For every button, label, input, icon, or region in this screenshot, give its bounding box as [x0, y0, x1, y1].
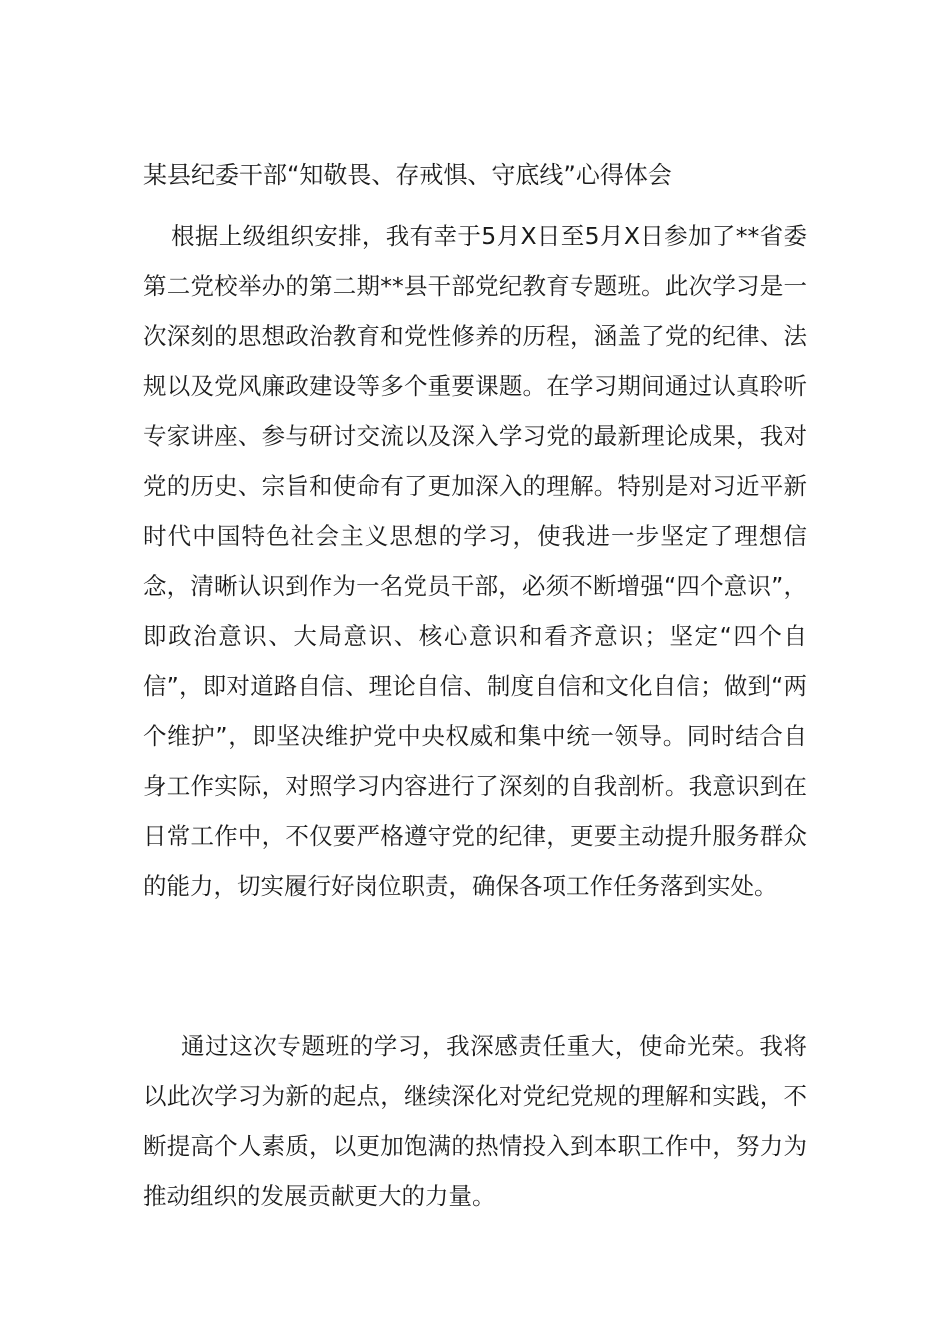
paragraph-1: 根据上级组织安排，我有幸于5月X日至5月X日参加了**省委第二党校举办的第二期**县干部党纪教育专题班。此次学习是一次深刻的思想政治教育和党性修养的历程，涵盖了党的纪律、法规以及党风廉政建设等多个重要课题。在学习期间通过认真聆听专家讲座、参与研讨交流以及深入学习党的最新理论成果，我对党的历史、宗旨和使命有了更加深入的理解。特别是对习近平新时代中国特色社会主义思想的学习，使我进一步坚定了理想信念，清晰认识到作为一名党员干部，必须不断增强“四个意识”，即政治意识、大局意识、核心意识和看齐意识；坚定“四个自信”，即对道路自信、理论自信、制度自信和文化自信；做到“两个维护”，即坚决维护党中央权威和集中统一领导。同时结合自身工作实际，对照学习内容进行了深刻的自我剖析。我意识到在日常工作中，不仅要严格遵守党的纪律，更要主动提升服务群众的能力，切实履行好岗位职责，确保各项工作任务落到实处。 — [143, 222, 807, 900]
document-title: 某县纪委干部“知敬畏、存戒惧、守底线”心得体会 — [143, 161, 672, 189]
paragraph-2: 通过这次专题班的学习，我深感责任重大，使命光荣。我将以此次学习为新的起点，继续深化对党纪党规的理解和实践，不断提高个人素质，以更加饱满的热情投入到本职工作中，努力为推动组织的发展贡献更大的力量。 — [143, 1032, 807, 1210]
